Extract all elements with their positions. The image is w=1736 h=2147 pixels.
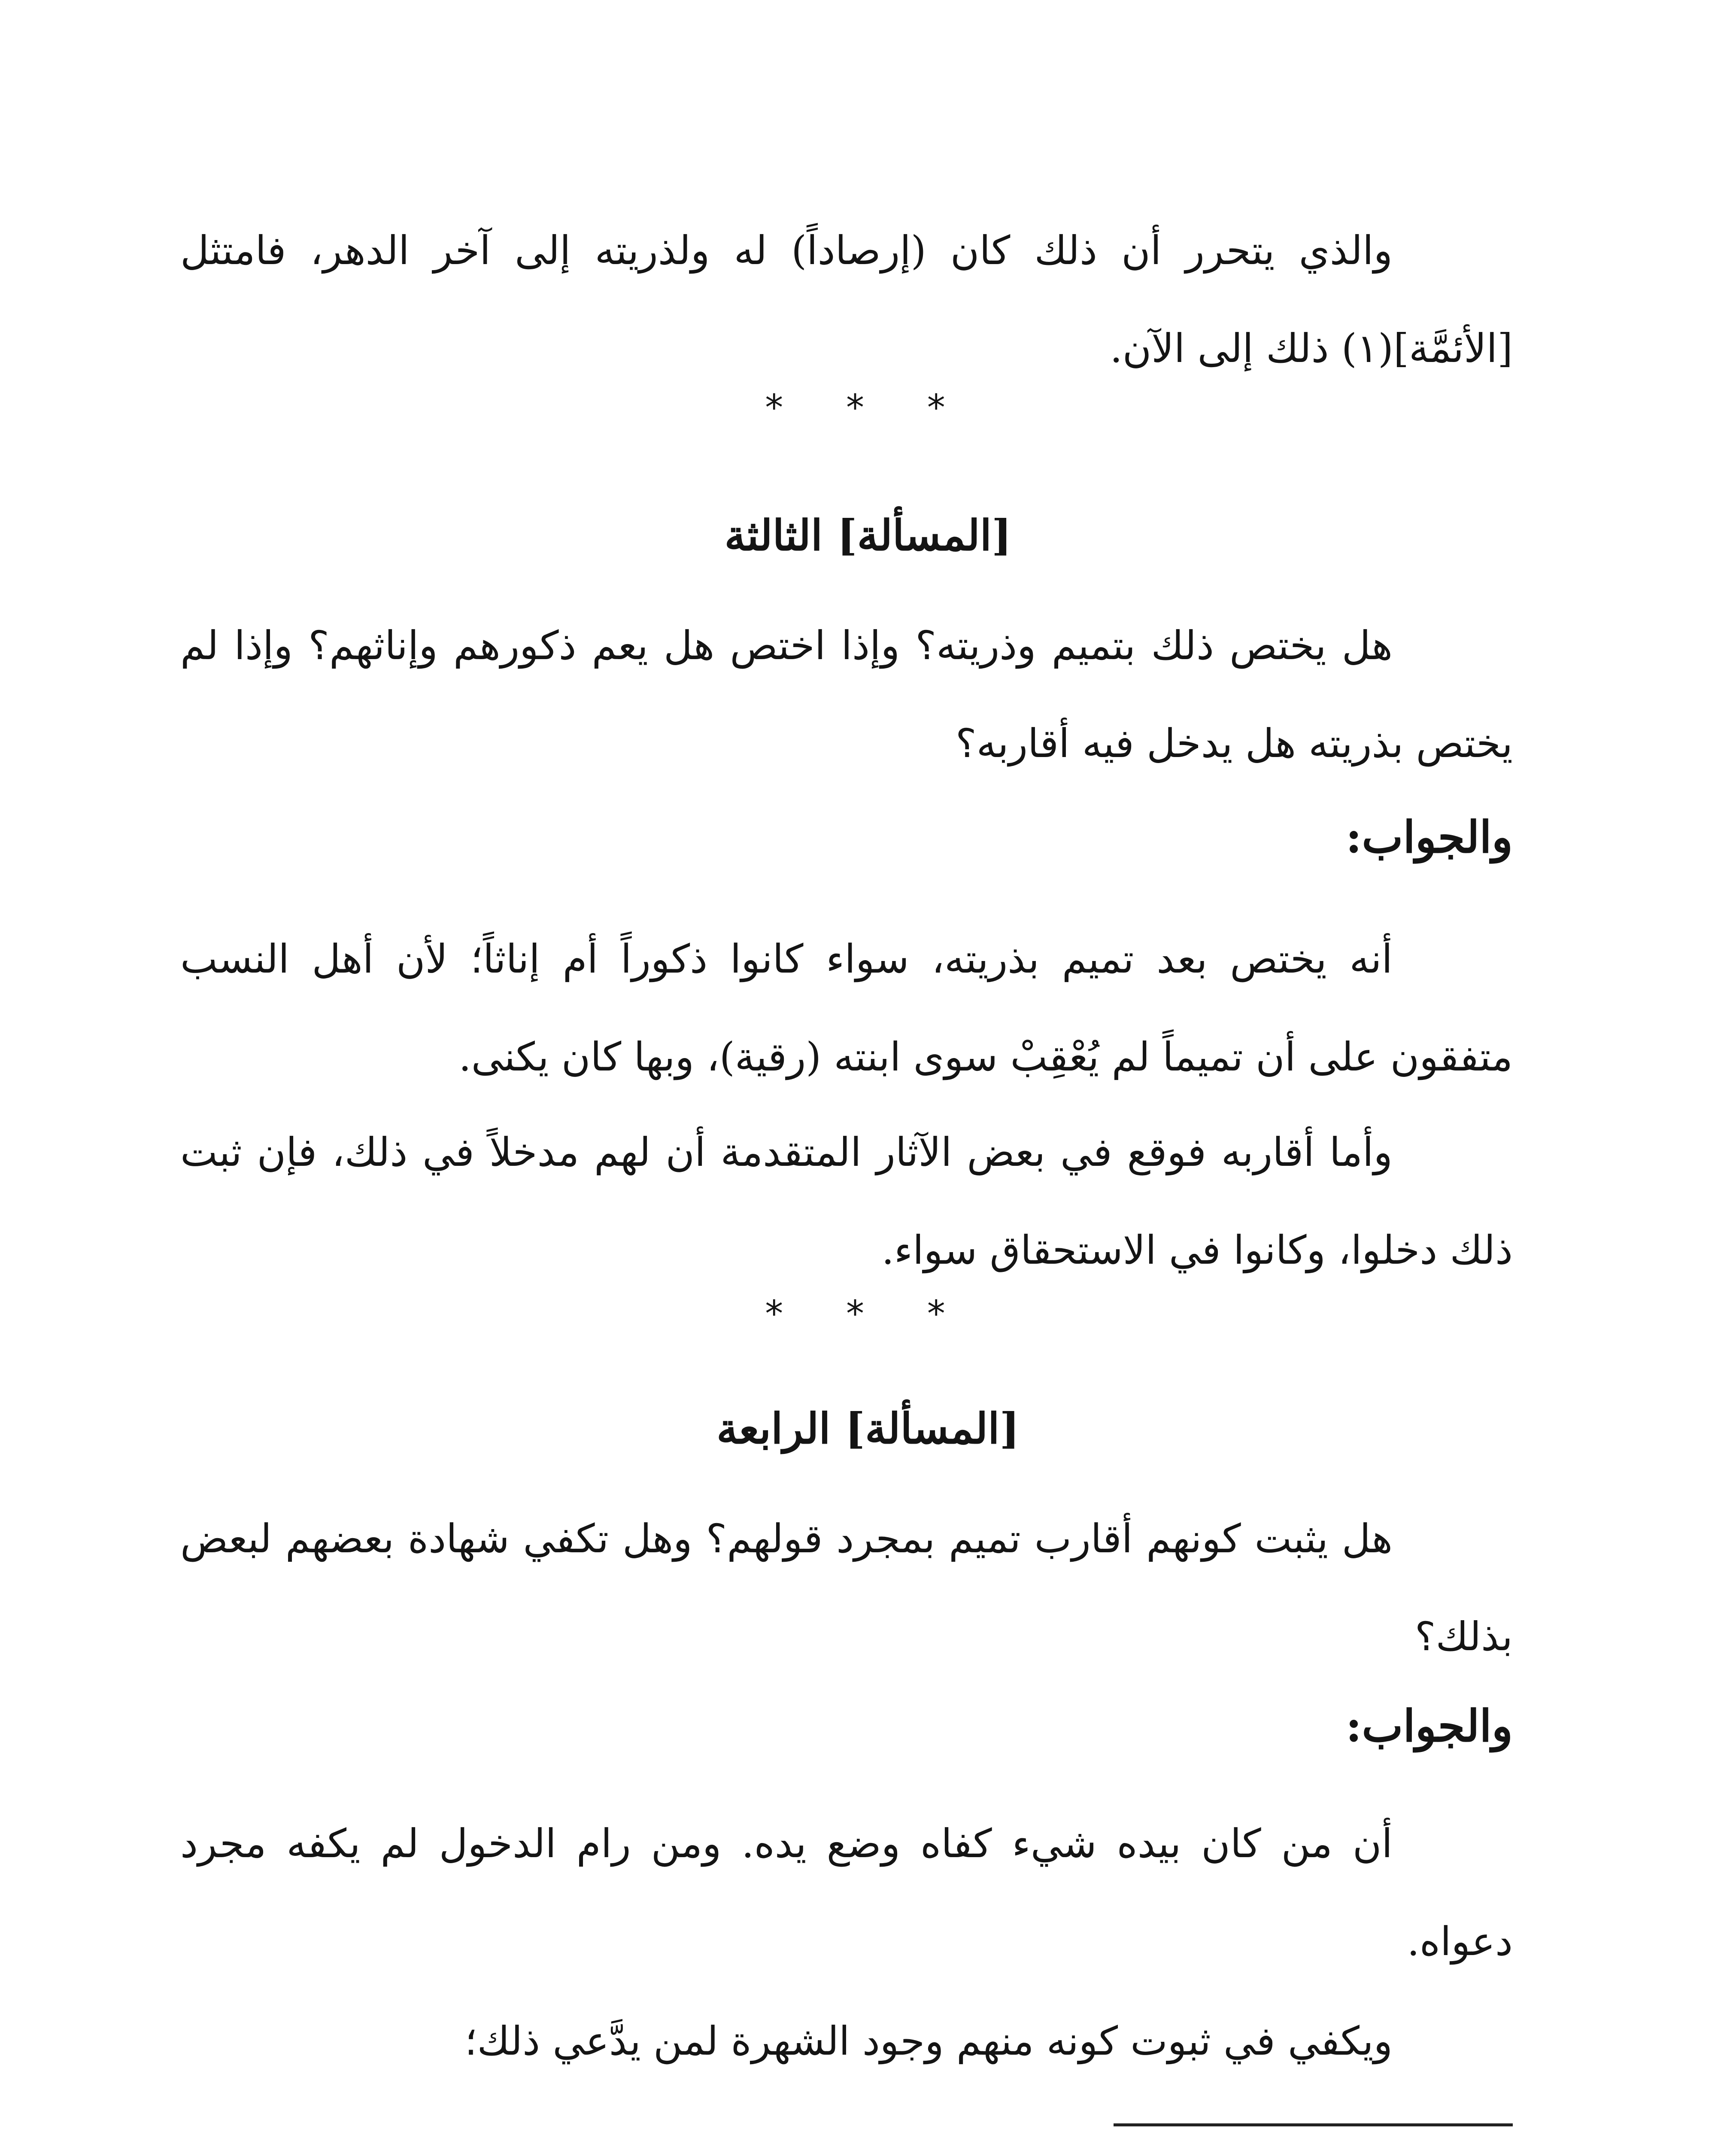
paragraph: هل يختص ذلك بتميم وذريته؟ وإذا اختص هل يعم ذكورهم وإناثهم؟ وإذا لم يختص بذريته هل يدخل فيه أقاربه؟ [180, 623, 1513, 766]
paragraph: والذي يتحرر أن ذلك كان (إرصاداً) له ولذريته إلى آخر الدهر، فامتثل [الأئمَّة](١) ذلك إلى الآن. [180, 228, 1513, 371]
paragraph: هل يثبت كونهم أقارب تميم بمجرد قولهم؟ وهل تكفي شهادة بعضهم لبعض بذلك؟ [180, 1516, 1513, 1660]
paragraph-block [180, 1490, 1513, 1686]
answer-label: والجواب: [1345, 1700, 1513, 1752]
section-separator: * * * [765, 1292, 971, 1335]
paragraph-block [180, 202, 1513, 398]
section-heading: [المسألة] الرابعة [716, 1404, 1020, 1454]
paragraph: ويكفي في ثبوت كونه منهم وجود الشهرة لمن يدَّعي ذلك؛ [464, 2018, 1393, 2064]
paragraph-block [180, 1992, 1513, 2090]
paragraph: أن من كان بيده شيء كفاه وضع يده. ومن رام الدخول لم يكفه مجرد دعواه. [180, 1821, 1513, 1965]
paragraph: وأما أقاربه فوقع في بعض الآثار المتقدمة أن لهم مدخلاً في ذلك، فإن ثبت ذلك دخلوا، وكانوا في الاستحقاق سواء. [180, 1129, 1513, 1273]
footnote-divider [1114, 2123, 1513, 2126]
paragraph-block [180, 1795, 1513, 1991]
paragraph-block [180, 910, 1513, 1106]
paragraph-block [180, 1104, 1513, 1299]
section-separator: * * * [765, 386, 971, 429]
section-heading: [المسألة] الثالثة [724, 511, 1012, 560]
answer-label: والجواب: [1345, 812, 1513, 863]
paragraph: أنه يختص بعد تميم بذريته، سواء كانوا ذكوراً أم إناثاً؛ لأن أهل النسب متفقون على أن تميماً لم يُعْقِبْ سوى ابنته (رقية)، وبها كان يكنى. [180, 936, 1513, 1080]
paragraph-block [180, 597, 1513, 793]
